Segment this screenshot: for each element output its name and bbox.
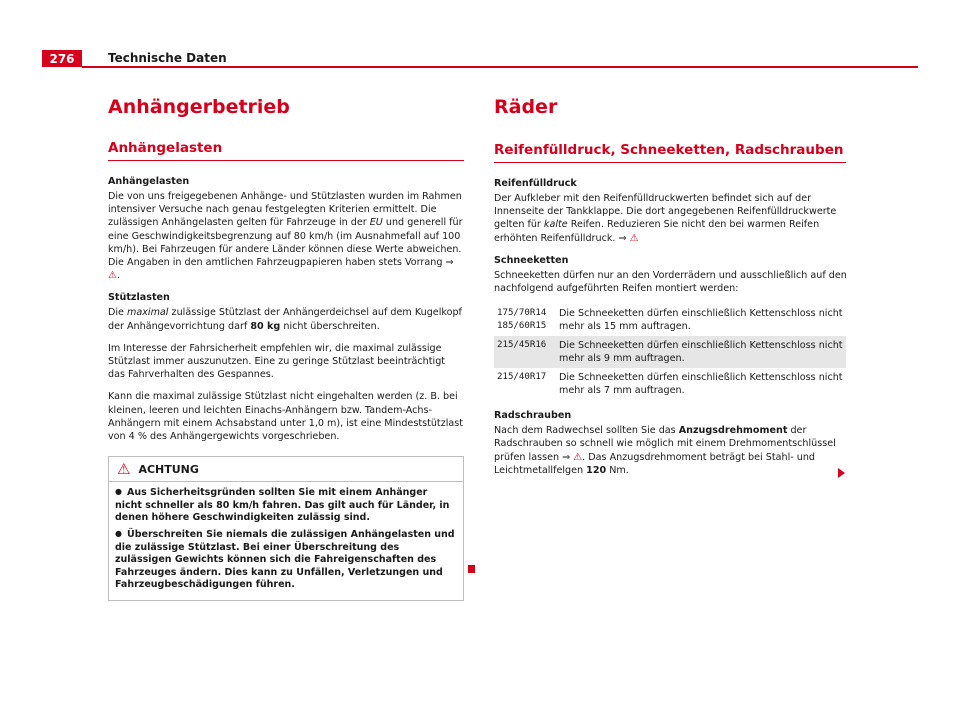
table-cell-text: Die Schneeketten dürfen einschließlich Kettenschloss nicht mehr als 9 mm auftragen. (556, 336, 846, 368)
achtung-title: ACHTUNG (138, 462, 199, 476)
warning-triangle-icon: ⚠ (629, 232, 639, 244)
right-column (494, 95, 848, 486)
paragraph-radschrauben: Nach dem Radwechsel sollten Sie das Anzugsdrehmoment der Radschrauben so schnell wie möglich mit einem Drehmomentschlüssel prüfen lassen ⇒ ⚠. Das Anzugsdrehmoment beträgt bei Stahl- und Leichtmetallfelgen 120 Nm. (494, 425, 836, 476)
header-section-title: Technische Daten (108, 51, 227, 65)
heading-anhaengelasten: Anhängelasten (108, 139, 464, 161)
heading-raeder: Räder (494, 96, 558, 118)
left-column (108, 95, 464, 601)
paragraph-mindeststuetzlast: Kann die maximal zulässige Stützlast nicht eingehalten werden (z. B. bei kleinen, leeren und leichten Einachs-Anhängern bzw. Tandem-Achs-Anhängern mit einem Achsabstand unter 1,0 m), ist eine Mindeststützlast von 4 % des Anhängergewichts vorgeschrieben. (108, 391, 464, 443)
paragraph-stuetzlast-max: Die maximal zulässige Stützlast der Anhängerdeichsel auf dem Kugelkopf der Anhängevorrichtung darf 80 kg nicht überschreiten. (108, 307, 462, 332)
subheading-schneeketten: Schneeketten (494, 254, 569, 266)
snow-chain-table (494, 304, 846, 400)
warning-triangle-icon: ⚠ (108, 270, 117, 282)
tire-size-cell: 175/70R14 185/60R15 (497, 308, 547, 332)
table-row (494, 336, 846, 368)
paragraph-reifenfuelldruck: Der Aufkleber mit den Reifenfülldruckwerten befindet sich auf der Innenseite der Tankklappe. Die dort angegebenen Reifenfülldruckwerte gelten für kalte Reifen. Reduzieren Sie nicht den bei warmen Reifen erhöhten Reifenfülldruck. ⇒ ⚠ (494, 193, 837, 244)
warning-triangle-icon: ⚠ (573, 451, 583, 463)
section-end-marker (468, 565, 475, 573)
achtung-bullet: ● Aus Sicherheitsgründen sollten Sie mit einem Anhänger nicht schneller als 80 km/h fahren. Das gilt auch für Länder, in denen höhere Geschwindigkeiten zulässig sind. (115, 487, 457, 525)
subheading-anhaengelasten: Anhängelasten (108, 176, 190, 187)
paragraph-anhaengelasten: Die von uns freigegebenen Anhänge- und Stützlasten wurden im Rahmen intensiver Versuche nach genau festgelegten Kriterien ermittelt. Die zulässigen Anhängelasten gelten für Fahrzeuge in der EU und generell für eine Geschwindigkeitsbegrenzung auf 80 km/h (im Ausnahmefall auf 100 km/h). Bei Fahrzeugen für andere Länder können diese Werte abweichen. Die Angaben in den amtlichen Fahrzeugpapieren haben stets Vorrang ⇒ ⚠. (108, 191, 463, 282)
achtung-warning-box (108, 456, 464, 601)
table-cell-text: Die Schneeketten dürfen einschließlich Kettenschloss nicht mehr als 15 mm auftragen. (559, 308, 843, 333)
paragraph-schneeketten: Schneeketten dürfen nur an den Vorderrädern und ausschließlich auf den nachfolgend aufgeführten Reifen montiert werden: (494, 269, 847, 295)
page-number: 276 (42, 50, 82, 67)
table-row (494, 368, 846, 400)
tire-size-cell: 215/40R17 (497, 372, 547, 383)
achtung-header (109, 457, 463, 482)
header-divider (82, 66, 918, 68)
achtung-body (109, 482, 463, 600)
achtung-bullet: ● Überschreiten Sie niemals die zulässigen Anhängelasten und die zulässige Stützlast. Bei einer Überschreitung des zulässigen Gewichts können sich die Fahreigenschaften des Fahrzeuges ändern. Dies kann zu Unfällen, Verletzungen und Fahrzeugbeschädigungen führen. (115, 529, 457, 592)
table-cell-text: Die Schneeketten dürfen einschließlich Kettenschloss nicht mehr als 7 mm auftragen. (559, 372, 843, 397)
subheading-radschrauben: Radschrauben (494, 410, 572, 422)
subheading-stuetzlasten: Stützlasten (108, 292, 170, 304)
paragraph-stuetzlast-recommendation: Im Interesse der Fahrsicherheit empfehlen wir, die maximal zulässige Stützlast immer auszunutzen. Eine zu geringe Stützlast beeinträchtigt das Fahrverhalten des Gespannes. (108, 342, 446, 381)
heading-reifenfuelldruck-schneeketten-radschrauben: Reifenfülldruck, Schneeketten, Radschrauben (494, 141, 846, 163)
heading-anhaengerbetrieb: Anhängerbetrieb (108, 96, 290, 118)
subheading-reifenfuelldruck: Reifenfülldruck (494, 178, 577, 189)
tire-size-cell: 215/45R16 (494, 336, 556, 368)
table-row (494, 304, 846, 336)
warning-triangle-icon: ⚠ (117, 460, 131, 479)
continue-arrow-icon (838, 468, 845, 478)
